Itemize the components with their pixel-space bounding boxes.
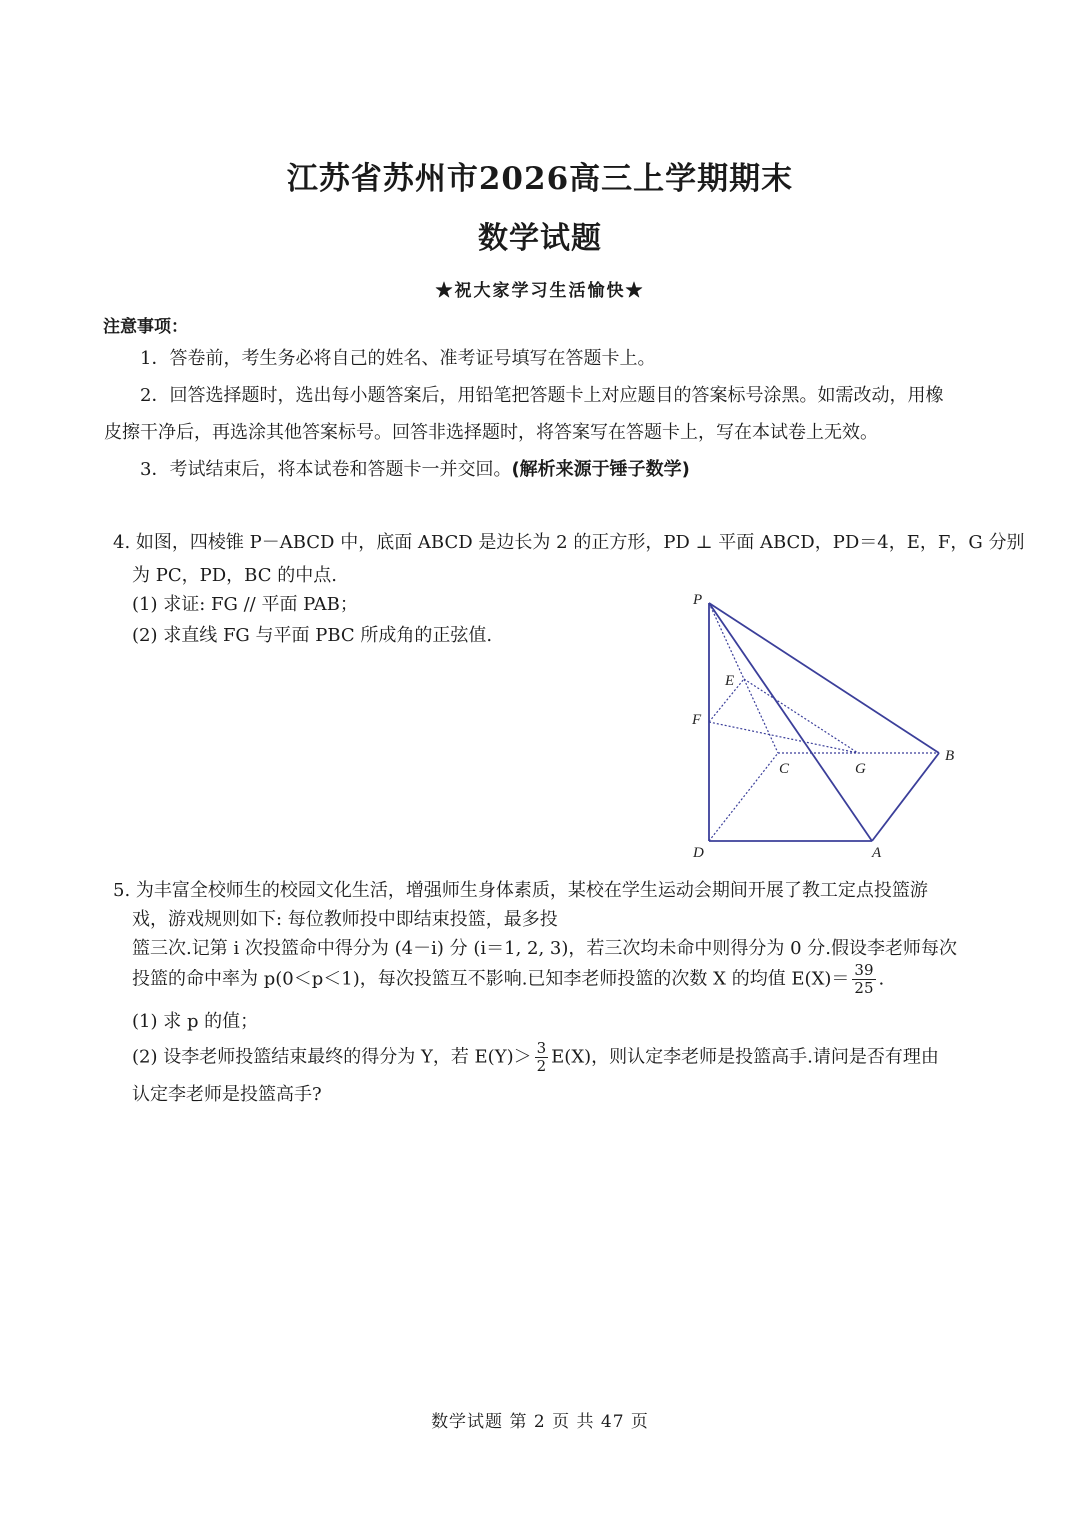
segment-EG [744,679,858,753]
q4-part-2: (2) 求直线 FG 与平面 PBC 所成角的正弦值. [132,625,493,646]
q4-stem-line-2: 为 PC，PD，BC 的中点. [132,565,337,586]
pyramid-dashed-edges [709,603,939,841]
notice-item-1: 1．答卷前，考生务必将自己的姓名、准考证号填写在答题卡上。 [140,348,656,369]
edge-PC [709,603,778,753]
fraction-numerator: 3 [536,1039,547,1057]
edge-PA [709,603,872,841]
label-B: B [945,748,955,764]
label-P: P [693,592,703,608]
segment-FE [709,679,744,722]
label-C: C [779,761,790,777]
exam-title: 江苏省苏州市2026高三上学期期末 [286,161,794,197]
notice-item-3-text: 3．考试结束后，将本试卷和答题卡一并交回。 [140,459,512,480]
q4-part-1: (1) 求证: FG // 平面 PAB； [132,594,358,615]
label-G: G [855,761,866,777]
exam-subtitle: 数学试题 [478,221,602,256]
page-footer: 数学试题 第 2 页 共 47 页 [431,1412,649,1432]
fraction-denominator: 25 [854,979,874,997]
q5-part-2-line-2: 认定李老师是投篮高手? [132,1084,322,1105]
pyramid-solid-edges [709,603,939,841]
q5-part-2-rest: E(X)，则认定李老师是投篮高手.请问是否有理由 [551,1046,939,1068]
edge-DC [709,753,778,841]
label-A: A [872,845,882,861]
q5-stem-line-3: 篮三次.记第 i 次投篮命中得分为 (4－i) 分 (i＝1, 2, 3)，若三次均未命中则得分为 0 分.假设李老师每次 [132,938,957,959]
q5-part-2 [132,1040,939,1075]
fraction-numerator: 39 [854,961,874,979]
source-note: (解析来源于锤子数学) [511,459,690,480]
fraction-denominator: 2 [536,1057,547,1075]
q5-stem-line-4 [132,962,884,997]
q5-line-4-text: 投篮的命中率为 p(0＜p＜1)，每次投篮互不影响.已知李老师投篮的次数 X 的均值 E(X)＝ [132,968,850,990]
label-F: F [692,712,702,728]
label-E: E [725,673,735,689]
q5-part-1: (1) 求 p 的值； [132,1011,259,1032]
notice-item-2-line-2: 皮擦干净后，再选涂其他答案标号。回答非选择题时，将答案写在答题卡上，写在本试卷上无效。 [104,422,878,443]
q5-part-2-text: (2) 设李老师投篮结束最终的得分为 Y，若 E(Y)＞ [132,1046,532,1068]
q5-line-4-end: . [878,968,885,990]
fraction-3-2 [535,1040,549,1075]
notice-heading: 注意事项： [103,317,188,337]
q5-stem-line-2: 戏，游戏规则如下: 每位教师投中即结束投篮，最多投 [132,909,558,930]
q4-stem-line-1: 4. 如图，四棱锥 P－ABCD 中，底面 ABCD 是边长为 2 的正方形，PD ⊥ 平面 ABCD，PD＝4，E，F，G 分别 [113,532,1025,553]
segment-FG [709,722,858,753]
fraction-39-25 [852,962,875,997]
notice-item-2-line-1: 2．回答选择题时，选出每小题答案后，用铅笔把答题卡上对应题目的答案标号涂黑。如需改动，用橡 [140,385,944,406]
notice-item-3 [140,451,690,488]
q5-stem-line-1: 5. 为丰富全校师生的校园文化生活，增强师生身体素质，某校在学生运动会期间开展了教工定点投篮游 [113,880,928,901]
label-D: D [693,845,704,861]
motto: ★祝大家学习生活愉快★ [435,281,645,301]
edge-AB [872,753,939,841]
edge-PB [709,603,939,753]
